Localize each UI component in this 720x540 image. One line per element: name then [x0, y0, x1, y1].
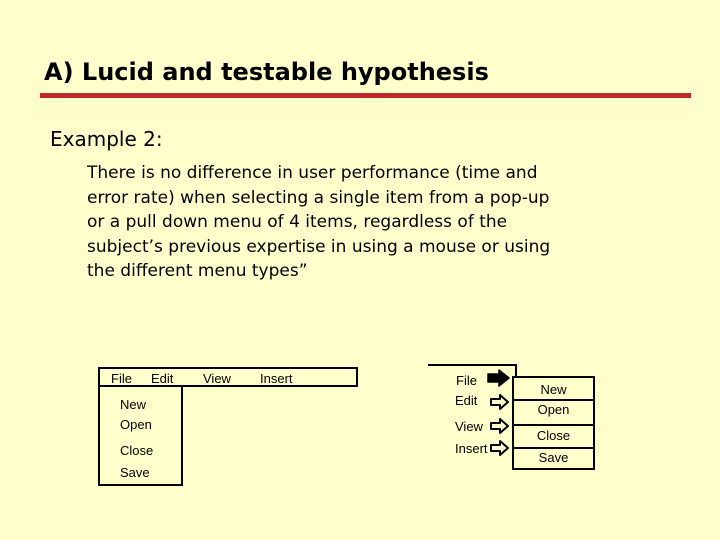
- submenu-divider: [512, 447, 595, 449]
- hypothesis-line: error rate) when selecting a single item from a pop-up: [87, 187, 550, 208]
- hypothesis-line: or a pull down menu of 4 items, regardless of the: [87, 212, 508, 232]
- submenu-item-new[interactable]: New: [540, 382, 567, 397]
- menubar-item-view[interactable]: View: [203, 371, 231, 386]
- pulldown-menubar: [98, 367, 358, 387]
- pulldown-menu: [98, 387, 183, 486]
- menubar-item-file[interactable]: File: [111, 371, 132, 386]
- hypothesis-line: There is no difference in user performance (time and: [87, 163, 538, 183]
- pulldown-item-open[interactable]: Open: [120, 417, 152, 432]
- submenu-item-close[interactable]: Close: [536, 428, 571, 443]
- slide-title: A) Lucid and testable hypothesis: [44, 58, 489, 86]
- pulldown-item-close[interactable]: Close: [120, 443, 154, 458]
- hypothesis-line: the different menu types”: [87, 261, 308, 281]
- popup-item-view[interactable]: View: [455, 419, 483, 434]
- menubar-item-edit[interactable]: Edit: [151, 371, 174, 386]
- arrow-right-outline-icon: [490, 418, 510, 434]
- popup-item-file[interactable]: File: [456, 373, 477, 388]
- menubar-item-insert[interactable]: Insert: [260, 371, 293, 386]
- arrow-right-outline-icon: [490, 440, 510, 456]
- pulldown-item-new[interactable]: New: [120, 397, 147, 412]
- submenu-item-open[interactable]: Open: [537, 402, 570, 417]
- arrow-right-outline-icon: [490, 394, 510, 410]
- submenu-divider: [512, 424, 595, 426]
- popup-item-insert[interactable]: Insert: [455, 441, 488, 456]
- arrow-right-filled-icon: [487, 369, 511, 387]
- submenu-item-save[interactable]: Save: [538, 450, 569, 465]
- hypothesis-line: subject’s previous expertise in using a mouse or using: [87, 236, 551, 257]
- title-underline: [40, 93, 691, 98]
- example-heading: Example 2:: [50, 127, 163, 151]
- popup-item-edit[interactable]: Edit: [455, 393, 478, 408]
- hypothesis-text: [87, 161, 687, 284]
- submenu-divider: [512, 399, 595, 401]
- pulldown-item-save[interactable]: Save: [120, 465, 150, 480]
